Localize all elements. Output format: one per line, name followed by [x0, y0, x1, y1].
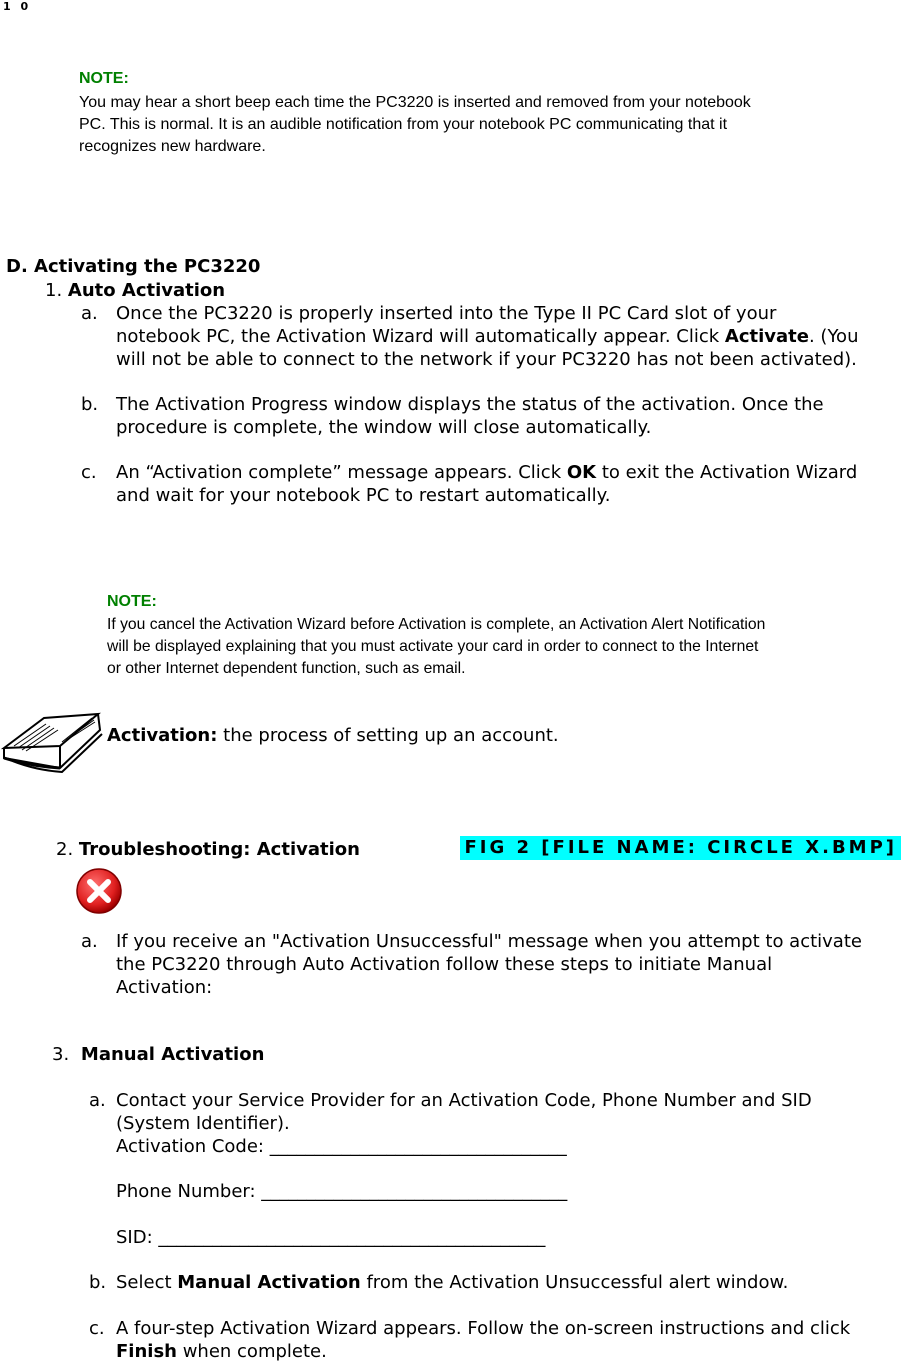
error-circle-x-icon	[74, 866, 124, 916]
subsection-heading	[56, 838, 360, 861]
list-marker: a.	[81, 931, 98, 952]
subsection-number: 3.	[52, 1044, 70, 1065]
list-marker: b.	[81, 394, 99, 415]
note-line: If you cancel the Activation Wizard before Activation is complete, an Activation Alert Notification	[107, 616, 766, 633]
list-item-line: Activation:	[116, 977, 213, 998]
note-line: recognizes new hardware.	[79, 138, 266, 155]
activation-code-blank: Activation Code: _________________________________	[116, 1136, 567, 1157]
subsection-heading	[52, 1043, 264, 1066]
list-item	[116, 302, 858, 371]
book-icon	[0, 708, 104, 774]
sid-blank: SID: ___________________________________________	[116, 1227, 546, 1248]
list-item-line: the PC3220 through Auto Activation follow these steps to initiate Manual	[116, 954, 773, 975]
list-marker: c.	[81, 462, 97, 483]
list-item-line: will not be able to connect to the network if your PC3220 has not been activated).	[116, 349, 857, 370]
bold-text: Manual Activation	[177, 1272, 361, 1293]
note-title: NOTE:	[107, 593, 157, 610]
list-item-line: Contact your Service Provider for an Activation Code, Phone Number and SID	[116, 1090, 812, 1111]
text: to exit the Activation Wizard	[596, 462, 858, 483]
page-number: 1 0	[3, 0, 32, 13]
list-item-line: A four-step Activation Wizard appears. Follow the on-screen instructions and click	[116, 1318, 851, 1339]
list-item	[116, 1317, 850, 1363]
list-item	[116, 393, 824, 439]
list-item-line: procedure is complete, the window will close automatically.	[116, 417, 652, 438]
list-item	[116, 461, 857, 507]
note-line: or other Internet dependent function, such as email.	[107, 660, 466, 677]
text: An “Activation complete” message appears. Click	[116, 462, 567, 483]
glossary-entry	[107, 724, 559, 747]
list-marker: b.	[89, 1272, 107, 1293]
glossary-definition: the process of setting up an account.	[217, 725, 559, 746]
list-item-line: Once the PC3220 is properly inserted into the Type II PC Card slot of your	[116, 303, 777, 324]
list-item	[116, 1089, 812, 1158]
note-title: NOTE:	[79, 70, 129, 87]
bold-text: Finish	[116, 1341, 177, 1362]
list-marker: a.	[89, 1090, 106, 1111]
text: Select	[116, 1272, 178, 1293]
list-item	[116, 1271, 788, 1294]
list-marker: c.	[89, 1318, 105, 1339]
note-body	[79, 92, 751, 158]
list-item-line	[116, 461, 857, 484]
text: . (You	[808, 326, 859, 347]
section-heading: D. Activating the PC3220	[6, 256, 261, 277]
subsection-title: Troubleshooting: Activation	[78, 839, 360, 860]
subsection-heading	[45, 279, 225, 302]
text: from the Activation Unsuccessful alert window.	[360, 1272, 789, 1293]
phone-number-blank: Phone Number: __________________________________	[116, 1181, 568, 1202]
list-item	[116, 930, 903, 999]
list-item-line: and wait for your notebook PC to restart automatically.	[116, 485, 611, 506]
figure-placeholder-label: FIG 2 [FILE NAME: CIRCLE X.BMP]	[460, 836, 901, 860]
list-item-line	[116, 325, 858, 348]
bold-text: OK	[566, 462, 597, 483]
text: when complete.	[176, 1341, 327, 1362]
subsection-number: 2.	[56, 839, 74, 860]
list-item-line: If you receive an "Activation Unsuccessful" message when you attempt to activate	[116, 931, 862, 952]
note-line: You may hear a short beep each time the PC3220 is inserted and removed from your notebook	[79, 94, 751, 111]
glossary-term: Activation:	[107, 725, 218, 746]
subsection-number: 1.	[45, 280, 63, 301]
text: notebook PC, the Activation Wizard will automatically appear. Click	[116, 326, 725, 347]
subsection-title: Auto Activation	[67, 280, 226, 301]
subsection-title: Manual Activation	[80, 1044, 265, 1065]
list-item-line: The Activation Progress window displays the status of the activation. Once the	[116, 394, 824, 415]
list-marker: a.	[81, 303, 98, 324]
note-line: PC. This is normal. It is an audible notification from your notebook PC communicating that it	[79, 116, 728, 133]
note-body	[107, 614, 903, 680]
list-item-line: (System Identifier).	[116, 1113, 290, 1134]
bold-text: Activate	[724, 326, 809, 347]
note-line: will be displayed explaining that you must activate your card in order to connect to the Internet	[107, 638, 759, 655]
